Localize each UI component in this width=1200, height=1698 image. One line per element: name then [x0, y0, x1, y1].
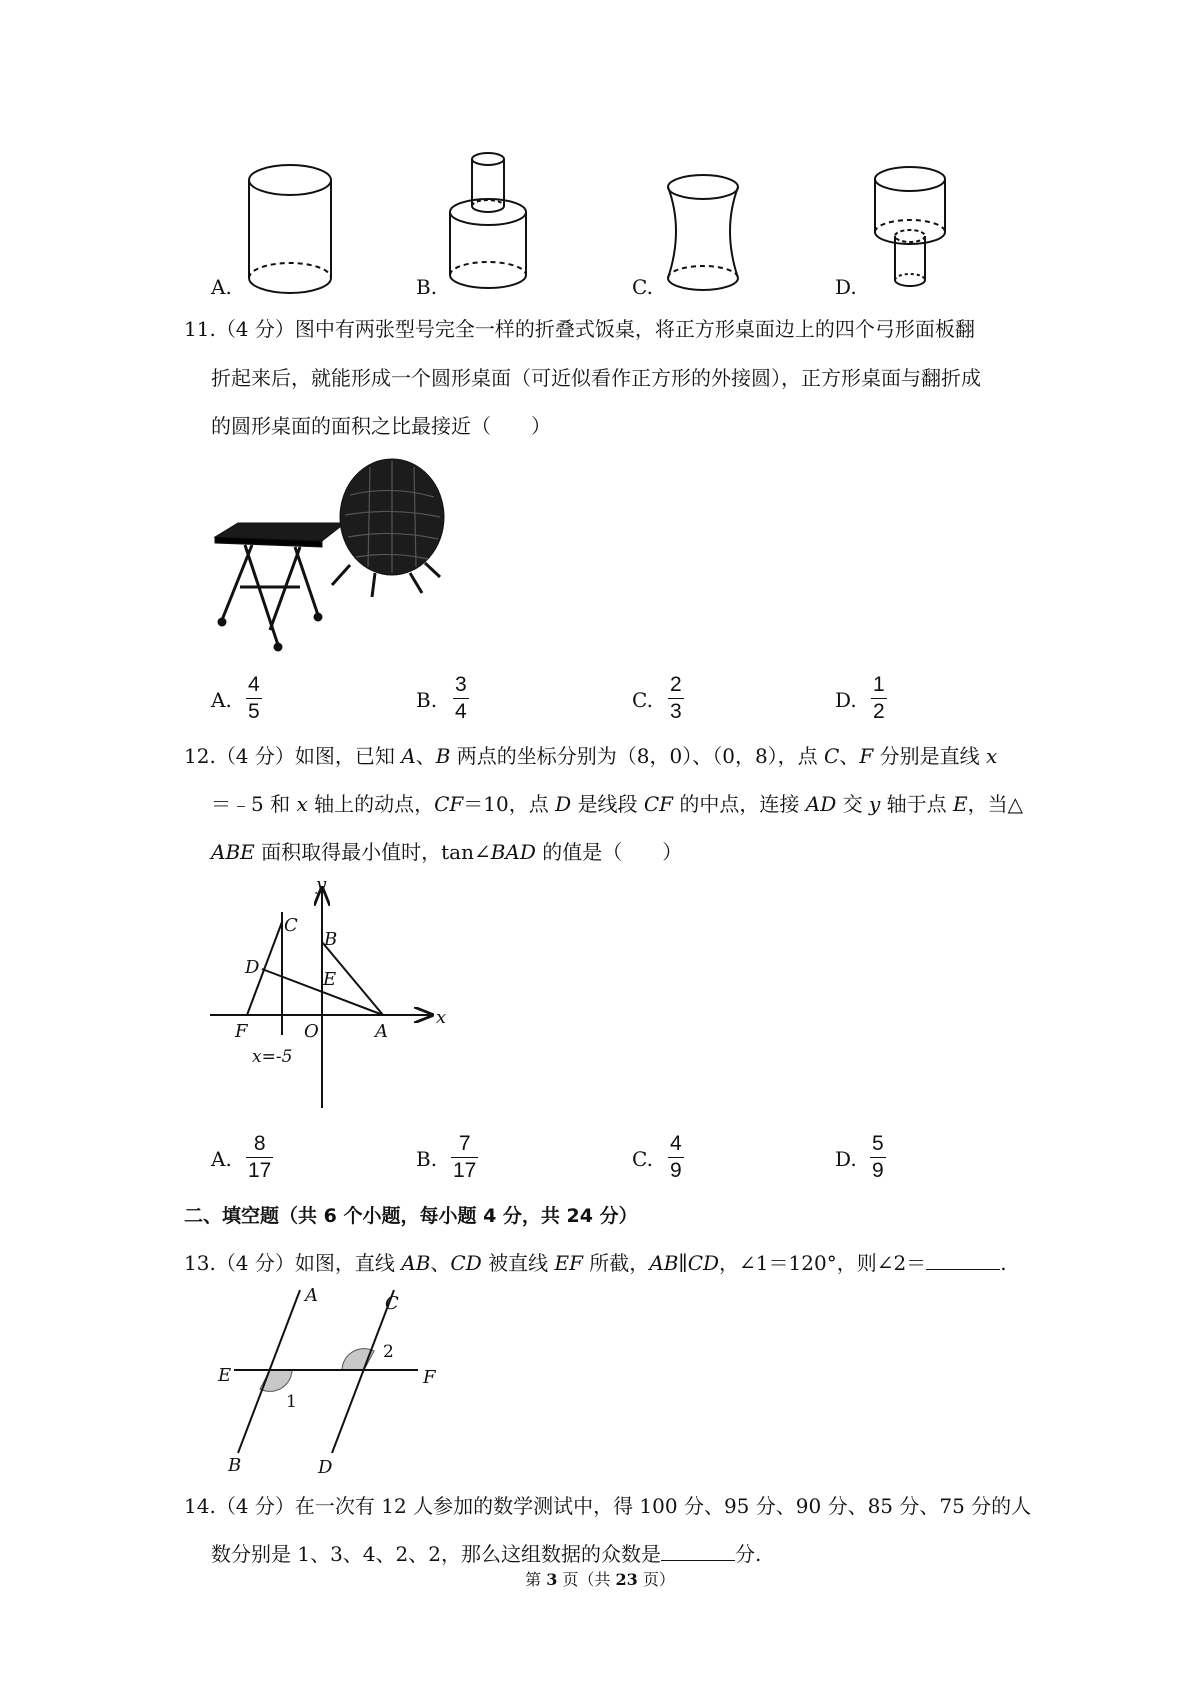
q14-stem-line1: 14.（4 分）在一次有 12 人参加的数学测试中，得 100 分、95 分、90 分、85 分、75 分的人 [184, 1494, 1032, 1518]
q14-score: （4 分） [215, 1494, 295, 1518]
q12-stem-line1: 12.（4 分）如图，已知 A、B 两点的坐标分别为（8，0）、（0，8），点 C、F 分别是直线 x [184, 744, 998, 768]
label-x: x [436, 1007, 447, 1028]
q11-option-d: D. [835, 688, 857, 712]
q11-stem-line1 [184, 316, 975, 343]
label-b: B [324, 929, 338, 950]
q10-option-a: A. [211, 275, 232, 299]
q12-score: （4 分） [215, 744, 295, 768]
label-line-x-minus-5: x=-5 [252, 1047, 293, 1067]
q10-option-b: B. [416, 275, 438, 299]
label-o: O [304, 1021, 319, 1042]
q11-stem-line3: 的圆形桌面的面积之比最接近（ ） [211, 414, 551, 438]
q13-stem: 13.（4 分）如图，直线 AB、CD 被直线 EF 所截，AB∥CD，∠1＝120°，则∠2＝ . [184, 1251, 1007, 1275]
q14-stem-line2: 数分别是 1、3、4、2、2，那么这组数据的众数是 分. [211, 1542, 762, 1566]
q12-option-d-fraction: 5 9 [872, 1132, 884, 1182]
cylinder-icon [249, 165, 331, 293]
q12-option-c-fraction: 4 9 [670, 1132, 682, 1182]
q12-option-d: D. [835, 1147, 857, 1171]
label-f: F [423, 1367, 436, 1388]
q11-option-c: C. [632, 688, 653, 712]
label-b: B [228, 1455, 242, 1475]
stacked-cylinder-icon [450, 153, 526, 288]
q11-option-a-fraction: 4 5 [248, 673, 260, 723]
q10-option-c: C. [632, 275, 653, 299]
label-e: E [323, 969, 337, 990]
label-e: E [218, 1365, 232, 1386]
label-angle-1: 1 [286, 1392, 297, 1412]
label-angle-2: 2 [383, 1342, 394, 1362]
section-title-fill-in: 二、填空题（共 6 个小题，每小题 4 分，共 24 分） [184, 1205, 638, 1227]
q12-option-a: A. [211, 1147, 232, 1171]
label-c: C [284, 915, 298, 936]
q11-stem-line2: 折起来后，就能形成一个圆形桌面（可近似看作正方形的外接圆），正方形桌面与翻折成 [211, 366, 981, 390]
q13-answer-blank[interactable] [926, 1251, 1000, 1270]
line-cd [332, 1290, 394, 1453]
page-footer: 第 3 页（共 23 页） [525, 1570, 675, 1589]
label-a: A [305, 1285, 318, 1306]
waisted-cylinder-icon [668, 175, 738, 290]
q13-score: （4 分） [215, 1251, 295, 1275]
q11-option-b: B. [416, 688, 438, 712]
q12-option-c: C. [632, 1147, 653, 1171]
label-d: D [245, 957, 260, 978]
angle-2-shade [342, 1349, 374, 1370]
q14-number: 14. [184, 1494, 216, 1518]
q12-number: 12. [184, 744, 216, 768]
q13-number: 13. [184, 1251, 216, 1275]
q12-option-a-fraction: 8 17 [248, 1132, 272, 1182]
label-f: F [235, 1021, 248, 1042]
label-d: D [318, 1457, 333, 1475]
q12-option-b: B. [416, 1147, 438, 1171]
label-y: y [316, 880, 327, 895]
q14-answer-blank[interactable] [661, 1542, 735, 1561]
q12-stem-line3: ABE 面积取得最小值时，tan∠BAD 的值是（ ） [211, 840, 683, 864]
q11-option-d-fraction: 1 2 [873, 673, 885, 723]
q11-text-1: 图中有两张型号完全一样的折叠式饭桌，将正方形桌面边上的四个弓形面板翻 [294, 317, 975, 341]
q11-score: （4 分） [215, 317, 295, 341]
q11-option-b-fraction: 3 4 [455, 673, 467, 723]
label-a: A [375, 1021, 388, 1042]
q11-option-c-fraction: 2 3 [670, 673, 682, 723]
q12-coordinate-figure [200, 880, 460, 1110]
folding-table-image [200, 455, 460, 655]
q11-option-a: A. [211, 688, 232, 712]
q11-number: 11. [184, 317, 216, 341]
cylinder-with-stem-icon [875, 167, 945, 286]
label-c: C [385, 1293, 399, 1314]
page-total: 23 [615, 1570, 638, 1589]
q12-option-b-fraction: 7 17 [453, 1132, 477, 1182]
q13-parallel-lines-figure [200, 1285, 460, 1475]
page-number: 3 [546, 1570, 558, 1589]
q12-stem-line2: ＝﹣5 和 x 轴上的动点，CF＝10，点 D 是线段 CF 的中点，连接 AD 交 y 轴于点 E，当△ [211, 792, 1023, 816]
q10-figures [0, 140, 1200, 300]
q10-option-d: D. [835, 275, 857, 299]
